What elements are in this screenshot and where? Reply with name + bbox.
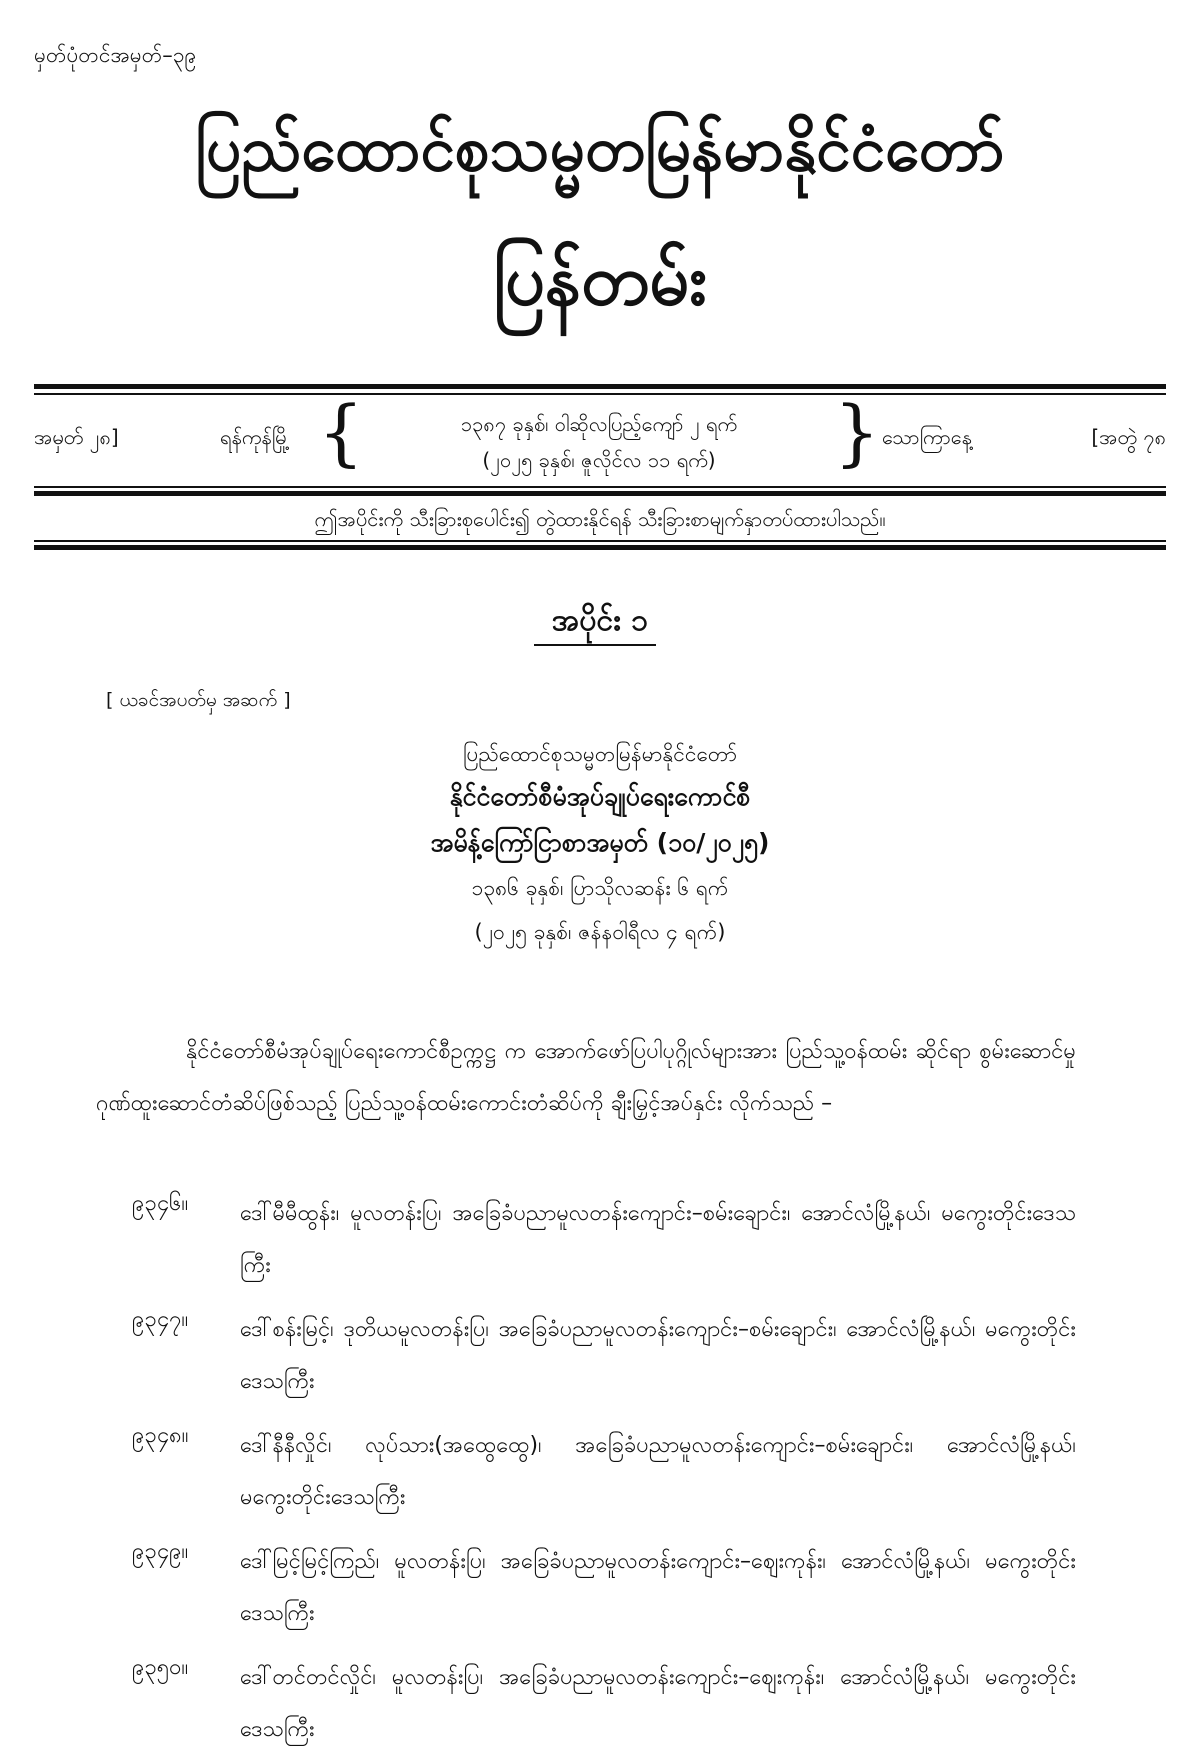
- gazette-title: ပြန်တမ်း: [493, 239, 707, 321]
- notice-line: ဤအပိုင်းကို သီးခြားစုပေါင်း၍ တွဲထားနိုင်ရန် သီးခြားစာမျက်နှာတပ်ထားပါသည်။: [314, 507, 886, 531]
- notice-rule: [34, 545, 1166, 550]
- masthead-bottom-rule: [34, 491, 1166, 496]
- issue-number: အမှတ် ၂၈]: [34, 425, 119, 449]
- order-notification-number: အမိန့်ကြော်ငြာစာအမှတ် (၁၀/၂၀၂၅): [430, 828, 770, 857]
- list-item: [96, 1298, 1076, 1414]
- order-date-western: (၂၀၂၅ ခုနှစ်၊ ဇန်နဝါရီလ ၄ ရက်): [474, 920, 726, 944]
- part-title-underline: [534, 644, 656, 646]
- continued-label: [ ယခင်အပတ်မှ အဆက် ]: [106, 689, 291, 711]
- item-text: ဒေါ်တင်တင်လှိုင်၊ မူလတန်းပြ၊ အခြေခံပညာမူလတန်းကျောင်း–ဈေးကုန်း၊ အောင်လံမြို့နယ်၊ မကွေးတိုင်းဒေသကြီး: [240, 1665, 1076, 1742]
- masthead: [34, 390, 1166, 480]
- date-myanmar: ၁၃၈၇ ခုနှစ်၊ ဝါဆိုလပြည့်ကျော် ၂ ရက်: [460, 412, 738, 436]
- list-item: [96, 1182, 1076, 1298]
- order-council: နိုင်ငံတော်စီမံအုပ်ချုပ်ရေးကောင်စီ: [449, 782, 751, 811]
- notice-rule-thin: [34, 540, 1166, 542]
- item-number: ၉၃၄၉။: [132, 1539, 189, 1564]
- left-brace: {: [318, 390, 364, 474]
- list-item: [96, 1530, 1076, 1646]
- gazette-title-country: ပြည်ထောင်စုသမ္မတမြန်မာနိုင်ငံတော်: [195, 112, 1005, 185]
- item-number: ၉၃၄၇။: [132, 1307, 189, 1332]
- item-number: ၉၃၅၀။: [132, 1655, 189, 1680]
- item-text: ဒေါ်စန်းမြင့်၊ ဒုတိယမူလတန်းပြ၊ အခြေခံပညာမူလတန်းကျောင်း–စမ်းချောင်း၊ အောင်လံမြို့နယ်၊ မကွေးတိုင်းဒေသကြီး: [240, 1317, 1076, 1394]
- masthead-top-rule: [34, 384, 1166, 389]
- item-text: ဒေါ်နီနီလှိုင်၊ လုပ်သား(အထွေထွေ)၊ အခြေခံပညာမူလတန်းကျောင်း–စမ်းချောင်း၊ အောင်လံမြို့နယ်၊ မကွေးတိုင်းဒေသကြီး: [240, 1433, 1076, 1510]
- order-heading: [0, 734, 1200, 954]
- weekday: သောကြာနေ့: [882, 425, 972, 449]
- part-title: အပိုင်း ၁: [551, 603, 649, 638]
- city: ရန်ကုန်မြို့: [220, 425, 290, 449]
- issue-dates: [364, 406, 834, 478]
- masthead-top-rule-thin: [34, 393, 1166, 395]
- date-western: (၂၀၂၅ ခုနှစ်၊ ဇူလိုင်လ ၁၁ ရက်): [482, 448, 716, 472]
- volume-number: [အတွဲ ၇၈: [1091, 425, 1166, 449]
- right-brace: }: [834, 390, 880, 474]
- item-number: ၉၃၄၈။: [132, 1423, 189, 1448]
- order-date-myanmar: ၁၃၈၆ ခုနှစ်၊ ပြာသိုလဆန်း ၆ ရက်: [471, 876, 729, 900]
- item-text: ဒေါ်မြင့်မြင့်ကြည်၊ မူလတန်းပြ၊ အခြေခံပညာမူလတန်းကျောင်း–ဈေးကုန်း၊ အောင်လံမြို့နယ်၊ မကွေးတိုင်းဒေသကြီး: [240, 1549, 1076, 1626]
- list-item: [96, 1414, 1076, 1530]
- body-paragraph: နိုင်ငံတော်စီမံအုပ်ချုပ်ရေးကောင်စီဥက္ကဋ္ဌ က အောက်ဖော်ပြပါပုဂ္ဂိုလ်များအား ပြည်သူ့ဝန်ထမ်း ဆိုင်ရာ စွမ်းဆောင်မှုဂုဏ်ထူးဆောင်တံဆိပ်ဖြစ်သည့် ပြည်သူ့ဝန်ထမ်းကောင်းတံဆိပ်ကို ချီးမြှင့်အပ်နှင်း လိုက်သည် –: [96, 1039, 1076, 1116]
- item-text: ဒေါ်မီမီထွန်း၊ မူလတန်းပြ၊ အခြေခံပညာမူလတန်းကျောင်း–စမ်းချောင်း၊ အောင်လံမြို့နယ်၊ မကွေးတိုင်းဒေသကြီး: [240, 1201, 1076, 1278]
- award-list: [96, 1182, 1076, 1762]
- registration-number: မှတ်ပုံတင်အမှတ်–၃၉: [34, 43, 197, 67]
- list-item: [96, 1646, 1076, 1762]
- item-number: ၉၃၄၆။: [132, 1191, 189, 1216]
- order-country: ပြည်ထောင်စုသမ္မတမြန်မာနိုင်ငံတော်: [462, 742, 737, 766]
- masthead-bottom-rule-thin: [34, 486, 1166, 488]
